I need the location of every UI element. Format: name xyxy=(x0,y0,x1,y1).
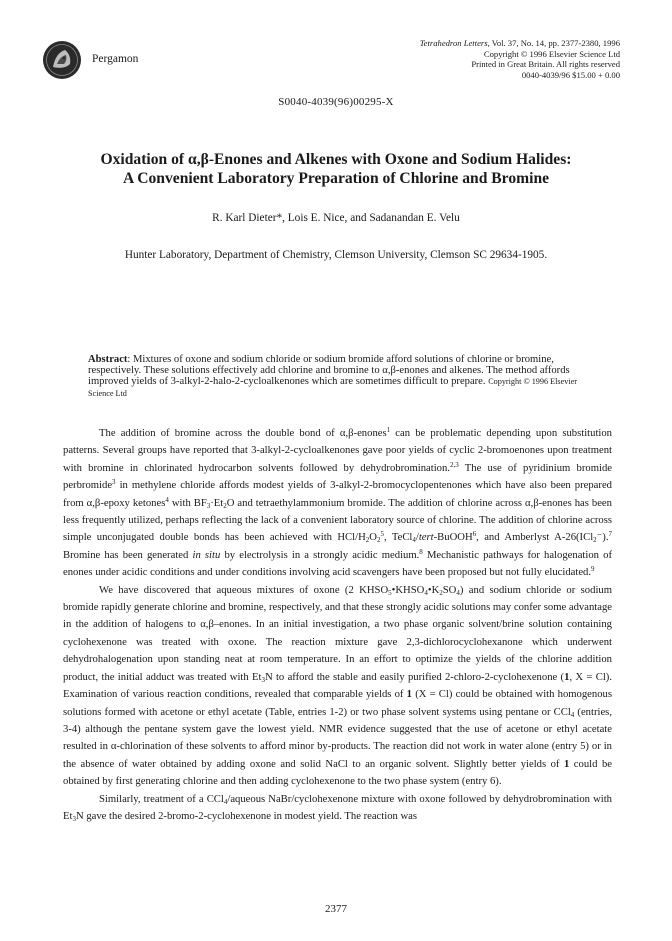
printed-line: Printed in Great Britain. All rights reserved xyxy=(471,59,620,70)
reference-mark: 3 xyxy=(112,478,116,487)
citation-volume: , Vol. 37, No. 14, pp. 2377-2380, 1996 xyxy=(487,38,620,48)
text-run: in methylene chloride affords modest yields of 3-alkyl-2-bromocyclopentenones which have also been prepared from α,β-epoxy ketones xyxy=(63,480,612,509)
text-run: , X = Cl). Examination of various reaction conditions, revealed that comparable yields of xyxy=(63,671,612,701)
subscript: 5 xyxy=(388,588,392,597)
compound-number: 1 xyxy=(406,689,412,701)
reference-mark: 5 xyxy=(380,530,384,539)
text-run: (entries, 3-4) although the pentane system gave the lowest yield. NMR evidence suggested that the use of acetone or ethyl acetate resulted in α-chlorination of these solvents to afford minor by-products. The reaction did not work in water alone (entry 5) or in the absence of water obtained by adding oxone and solid NaCl to an organic solvent. Slightly better yields of xyxy=(63,706,612,770)
copyright-line: Copyright © 1996 Elsevier Science Ltd xyxy=(483,48,620,59)
paragraph-1 xyxy=(63,425,612,582)
text-run: SO xyxy=(442,584,457,596)
subscript: 3 xyxy=(261,675,265,684)
page-number: 2377 xyxy=(325,903,347,915)
text-run: Bromine has been generated xyxy=(63,549,193,561)
reference-mark: 6 xyxy=(472,530,477,539)
italic-run: tert xyxy=(418,532,434,544)
abstract xyxy=(88,354,588,399)
text-run: ) and sodium chloride or sodium bromide rapidly generate chlorine and bromine, respectively, and that these strongly acidic solutions may confer some advantage in the addition of halogens to α,β–enones. In an initial investigation, a two phase organic solvent/brine solution containing cyclohexenone was treated with oxone. The reaction mixture gave 2,3-dichlorocyclohexanone which underwent dehydrohalogenation upon standing neat at room temperature. In an effort to optimize the yields of the chlorine addition product, the initial adduct was treated with Et xyxy=(63,584,612,683)
author-list: R. Karl Dieter*, Lois E. Nice, and Sadanandan E. Velu xyxy=(212,212,460,224)
text-run: O and tetraethylammonium bromide. The addition of chlorine across α,β-enones has been less frequently utilized, perhaps reflecting the lack of a convenient laboratory source of chlorine. The addition of chlorine across simple unconjugated double bonds has been achieved with HCl/H xyxy=(63,497,612,544)
text-run: /aqueous NaBr/cyclohexenone mixture with oxone followed by dehydrobromination with Et xyxy=(63,793,612,822)
text-run: N gave the desired 2-bromo-2-cyclohexenone in modest yield. The reaction was xyxy=(75,810,418,822)
issn-line: 0040-4039/96 $15.00 + 0.00 xyxy=(521,69,620,80)
reference-mark: 9 xyxy=(591,565,595,574)
text-run: / xyxy=(415,532,419,544)
paragraph-2 xyxy=(63,582,612,791)
text-run: by electrolysis in a strongly acidic medium. xyxy=(220,549,420,561)
text-run: ·Et xyxy=(210,497,224,509)
abstract-copyright: Copyright © 1996 Elsevier Science Ltd xyxy=(88,377,577,398)
text-run: The addition of bromine across the double bond of α,β-enones xyxy=(99,428,387,439)
article-body xyxy=(63,425,612,825)
text-run: , TeCl xyxy=(383,532,413,544)
reference-mark: 1 xyxy=(386,426,391,434)
text-run: , and Amberlyst A-26(ICl xyxy=(476,532,594,544)
text-run: N to afford the stable and easily purified 2-chloro-2-cyclohexenone ( xyxy=(264,671,565,683)
abstract-text: : Mixtures of oxone and sodium chloride or sodium bromide afford solutions of chlorine or bromine, respectively. These solutions effectively add chlorine and bromine to α,β-enones and alkenes. The method affords improved yields of 3-alkyl-2-halo-2-cycloalkenones which are sometimes difficult to prepare. xyxy=(88,354,570,388)
subscript: 2 xyxy=(365,536,370,545)
compound-number: 1 xyxy=(564,671,570,683)
text-run: ⁻). xyxy=(596,532,609,544)
paragraph-3 xyxy=(63,791,612,826)
title-line-2: A Convenient Laboratory Preparation of Chlorine and Bromine xyxy=(122,170,550,187)
subscript: 2 xyxy=(439,588,443,597)
title-line-1: Oxidation of α,β-Enones and Alkenes with Oxone and Sodium Halides: xyxy=(100,151,572,168)
subscript: 4 xyxy=(424,588,428,597)
journal-name: Tetrahedron Letters xyxy=(419,38,488,48)
reference-mark: 8 xyxy=(419,547,423,556)
subscript: 2 xyxy=(376,536,381,545)
affiliation: Hunter Laboratory, Department of Chemistry, Clemson University, Clemson SC 29634-1905. xyxy=(124,249,548,261)
subscript: 4 xyxy=(570,710,575,719)
text-run: Similarly, treatment of a CCl xyxy=(99,793,224,805)
abstract-label: Abstract xyxy=(88,354,128,365)
text-run: -BuOOH xyxy=(433,532,473,544)
compound-number: 1 xyxy=(563,758,570,770)
subscript: 2 xyxy=(593,536,597,545)
text-run: O xyxy=(369,532,377,544)
subscript: 3 xyxy=(72,814,76,823)
text-run: (X = Cl) could be obtained with homogenous solutions formed with acetone or ethyl acetate (Table, entries 1-2) or two phase solvent systems using pentane or CCl xyxy=(63,689,613,718)
text-run: Mechanistic pathways for halogenation of enones under acidic conditions and under conditions involving acid scavengers have been proposed but not fully elucidated. xyxy=(63,549,612,579)
text-run: •K xyxy=(427,584,440,596)
text-run: The use of pyridinium bromide perbromide xyxy=(63,462,612,492)
subscript: 2 xyxy=(223,501,227,510)
subscript: 3 xyxy=(206,501,211,510)
subscript: 4 xyxy=(456,588,460,597)
document-id: S0040-4039(96)00295-X xyxy=(278,96,394,108)
italic-run: in situ xyxy=(192,549,221,561)
text-run: can be problematic depending upon substitution patterns. Several groups have reported that 3-alkyl-2-cycloalkenones gave poor yields of cyclic 2-bromoenones upon treatment with bromine in chlorinated hydrocarbon solvents followed by dehydrobromination. xyxy=(63,428,613,474)
subscript: 4 xyxy=(223,797,228,806)
text-run: could be obtained by first generating chlorine and then adding cyclohexenone to the two phase system (entry 6). xyxy=(63,758,612,788)
paper-title xyxy=(40,150,632,188)
text-run: with BF xyxy=(168,497,207,509)
reference-mark: 4 xyxy=(165,495,169,504)
text-run: We have discovered that aqueous mixtures of oxone (2 KHSO xyxy=(99,584,389,596)
citation-block xyxy=(420,38,620,80)
citation-line xyxy=(420,38,620,49)
reference-mark: 7 xyxy=(608,530,612,539)
subscript: 4 xyxy=(412,536,416,545)
pergamon-logo-icon xyxy=(42,40,82,80)
reference-mark: 2,3 xyxy=(449,460,459,469)
text-run: •KHSO xyxy=(391,584,425,596)
publisher-name: Pergamon xyxy=(92,53,139,65)
